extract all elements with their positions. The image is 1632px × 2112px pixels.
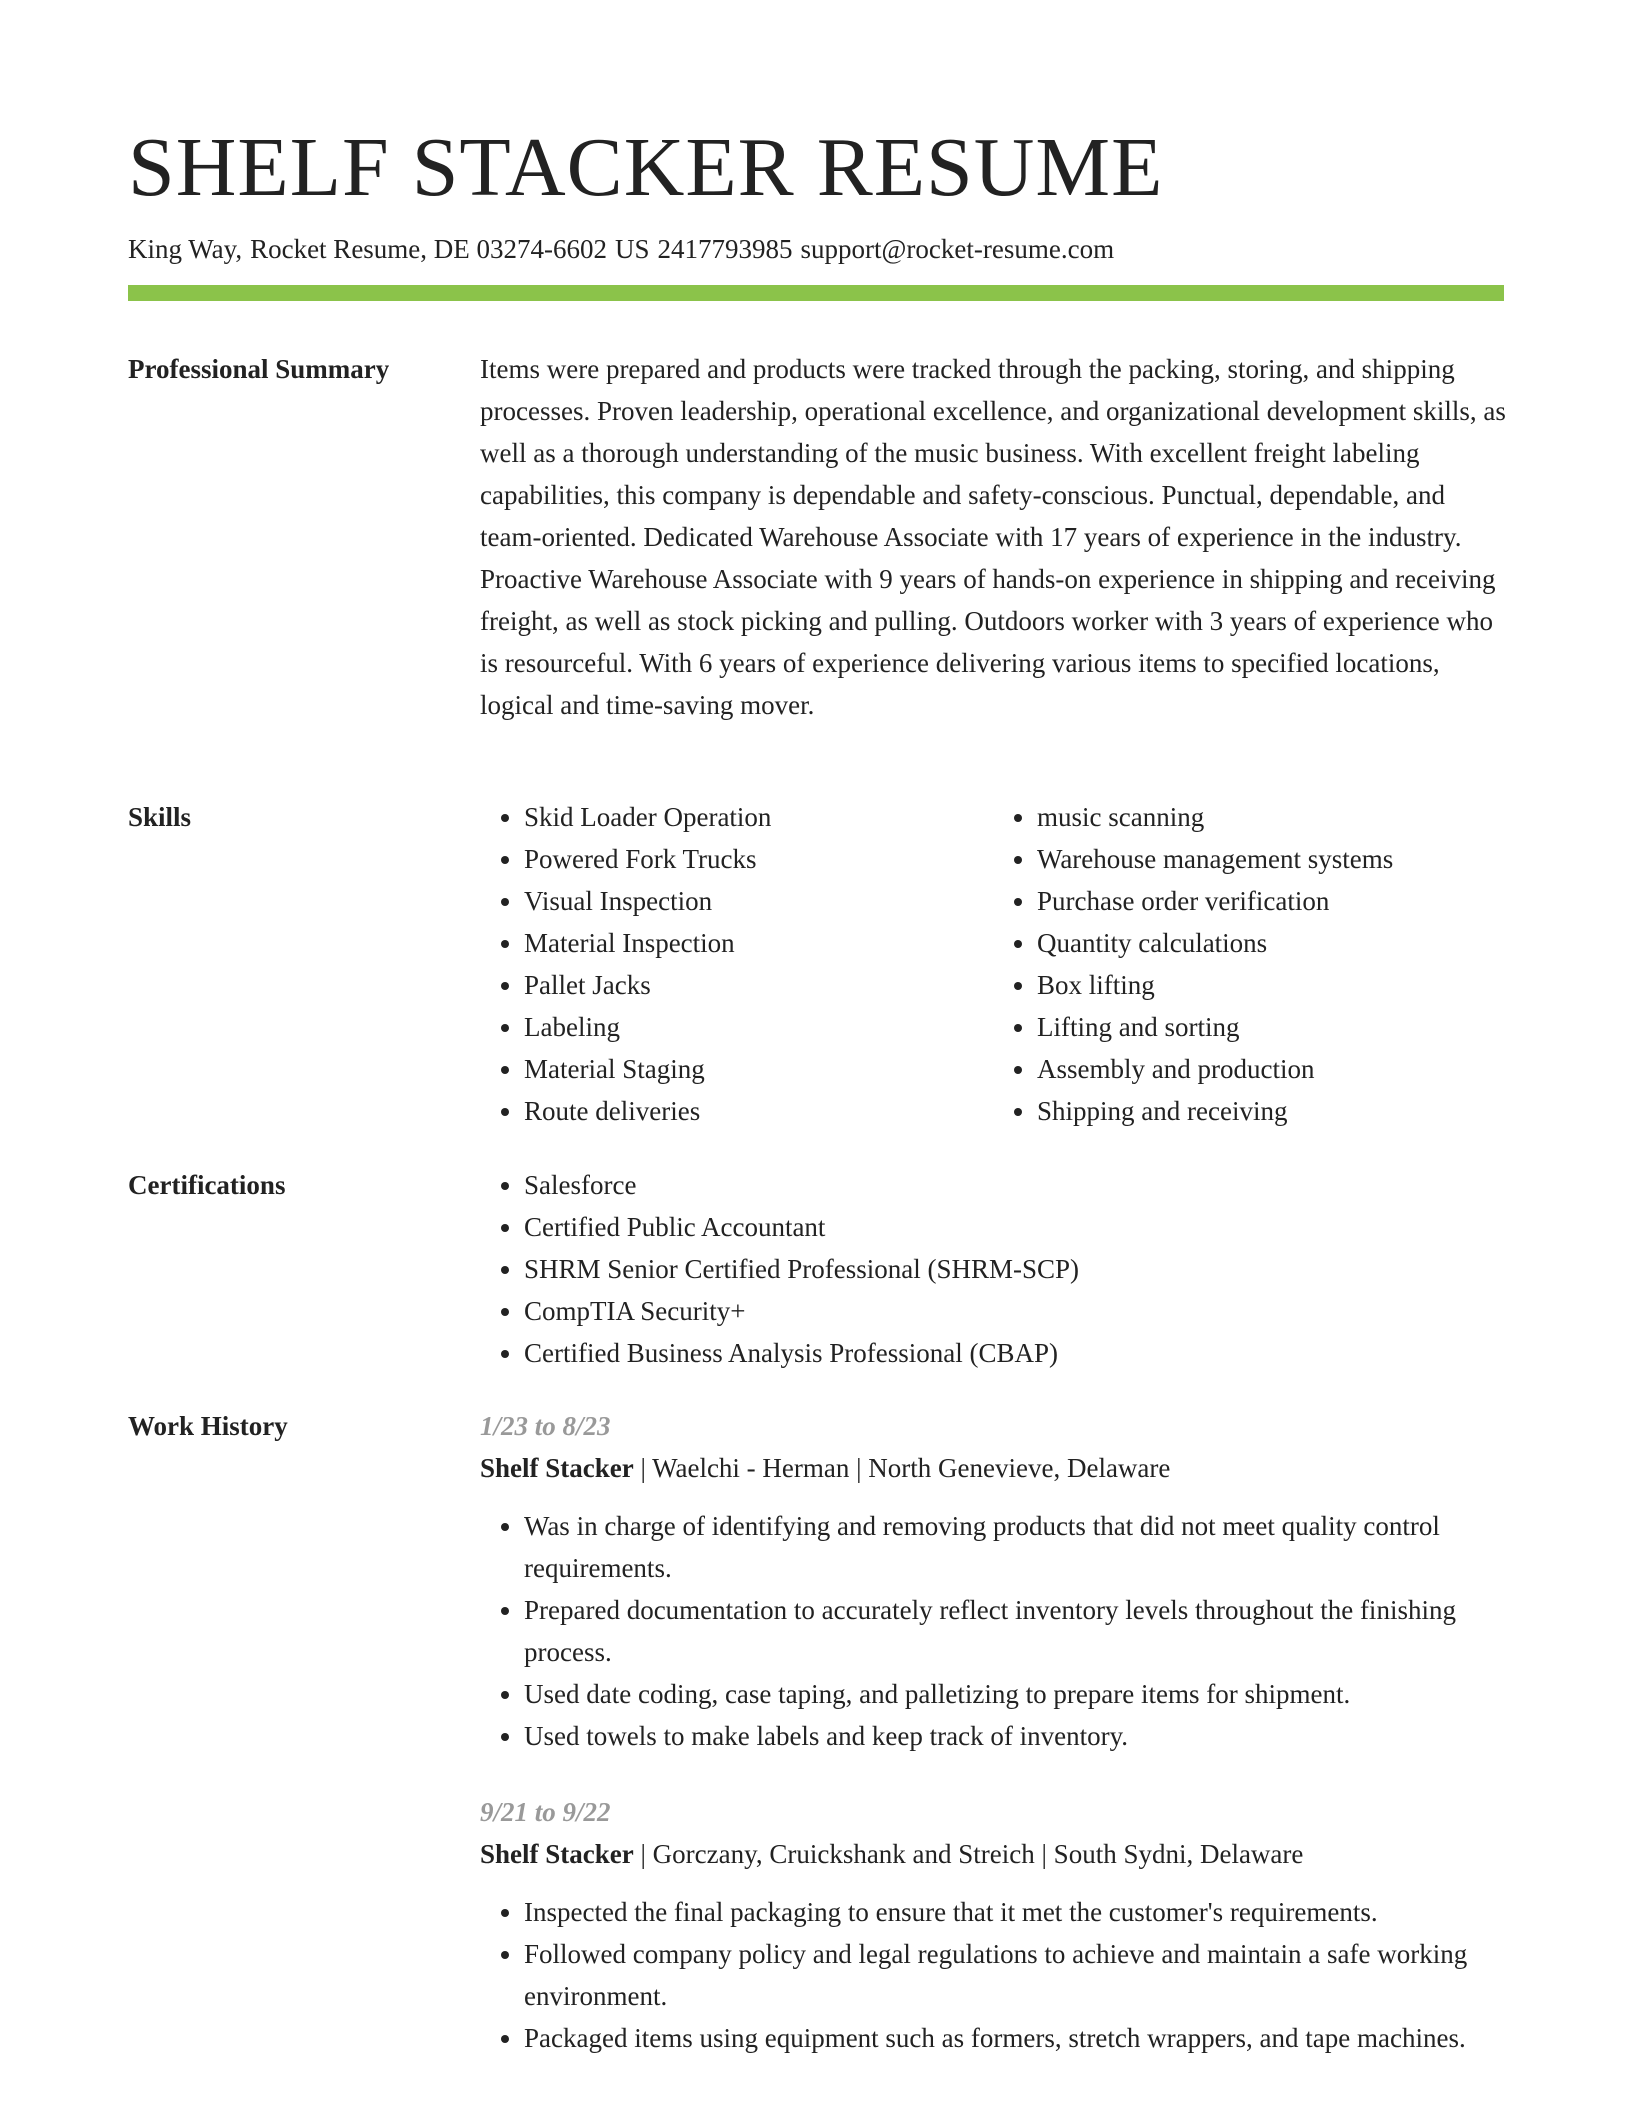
contact-street: King Way, [128,234,243,264]
job-bullet: • Packaged items using equipment such as formers, stretch wrappers, and tape machines. [524,2017,1506,2059]
skill-item: • Powered Fork Trucks [524,838,993,880]
certifications-body [480,1164,1506,1374]
job-entry [480,1405,1506,1757]
work-history-body [480,1405,1506,2059]
skill-item: • Visual Inspection [524,880,993,922]
summary-body [480,348,1506,726]
certification-item: • Certified Public Accountant [524,1206,1506,1248]
skill-item: • Labeling [524,1006,993,1048]
skills-list-right [993,796,1506,1132]
job-dates: 9/21 to 9/22 [480,1797,611,1827]
skills-body [480,796,1506,1132]
job-bullet: • Used date coding, case taping, and palletizing to prepare items for shipment. [524,1673,1506,1715]
contact-phone: 2417793985 [657,234,793,264]
skill-item: • Assembly and production [1037,1048,1506,1090]
contact-city-state-zip: Rocket Resume, DE 03274-6602 [250,234,608,264]
skill-item: • Skid Loader Operation [524,796,993,838]
certifications-label: Certifications [128,1170,286,1200]
certification-item: • SHRM Senior Certified Professional (SHRM-SCP) [524,1248,1506,1290]
skill-item: • Warehouse management systems [1037,838,1506,880]
job-bullet-list [480,1505,1506,1757]
job-bullet: • Prepared documentation to accurately reflect inventory levels throughout the finishing process. [524,1589,1506,1673]
contact-line [128,230,1122,268]
resume-title: SHELF STACKER RESUME [128,121,1164,214]
skill-item: • music scanning [1037,796,1506,838]
skill-item: • Quantity calculations [1037,922,1506,964]
certifications-list [480,1164,1506,1374]
job-title: Shelf Stacker [480,1453,634,1483]
skills-label: Skills [128,802,192,832]
certification-item: • CompTIA Security+ [524,1290,1506,1332]
certification-item: • Salesforce [524,1164,1506,1206]
job-bullet: • Was in charge of identifying and removing products that did not meet quality control requirements. [524,1505,1506,1589]
job-entry [480,1791,1506,2059]
skills-list-left [480,796,993,1132]
job-employer-location: | Gorczany, Cruickshank and Streich | South Sydni, Delaware [633,1839,1304,1869]
skill-item: • Route deliveries [524,1090,993,1132]
job-dates: 1/23 to 8/23 [480,1411,611,1441]
work-history-label: Work History [128,1411,288,1441]
skill-item: • Box lifting [1037,964,1506,1006]
skill-item: • Pallet Jacks [524,964,993,1006]
job-bullet-list [480,1891,1506,2059]
header-divider [128,285,1504,301]
job-employer-location: | Waelchi - Herman | North Genevieve, Delaware [633,1453,1171,1483]
skill-item: • Shipping and receiving [1037,1090,1506,1132]
job-bullet: • Inspected the final packaging to ensure that it met the customer's requirements. [524,1891,1506,1933]
skill-item: • Purchase order verification [1037,880,1506,922]
contact-country: US [615,234,650,264]
summary-label: Professional Summary [128,354,390,384]
contact-email[interactable]: support@rocket-resume.com [800,234,1115,264]
skill-item: • Material Staging [524,1048,993,1090]
job-bullet: • Followed company policy and legal regulations to achieve and maintain a safe working environment. [524,1933,1506,2017]
job-title: Shelf Stacker [480,1839,634,1869]
job-heading [480,1447,1506,1489]
skill-item: • Material Inspection [524,922,993,964]
certification-item: • Certified Business Analysis Professional (CBAP) [524,1332,1506,1374]
job-heading [480,1833,1506,1875]
summary-text: Items were prepared and products were tracked through the packing, storing, and shipping processes. Proven leadership, operational excellence, and organizational development skills, as well as a thorough understanding of the music business. With excellent freight labeling capabilities, this company is dependable and safety-conscious. Punctual, dependable, and team-oriented. Dedicated Warehouse Associate with 17 years of experience in the industry. Proactive Warehouse Associate with 9 years of hands-on experience in shipping and receiving freight, as well as stock picking and pulling. Outdoors worker with 3 years of experience who is resourceful. With 6 years of experience delivering various items to specified locations, logical and time-saving mover. [480,354,1506,720]
skill-item: • Lifting and sorting [1037,1006,1506,1048]
job-bullet: • Used towels to make labels and keep track of inventory. [524,1715,1506,1757]
